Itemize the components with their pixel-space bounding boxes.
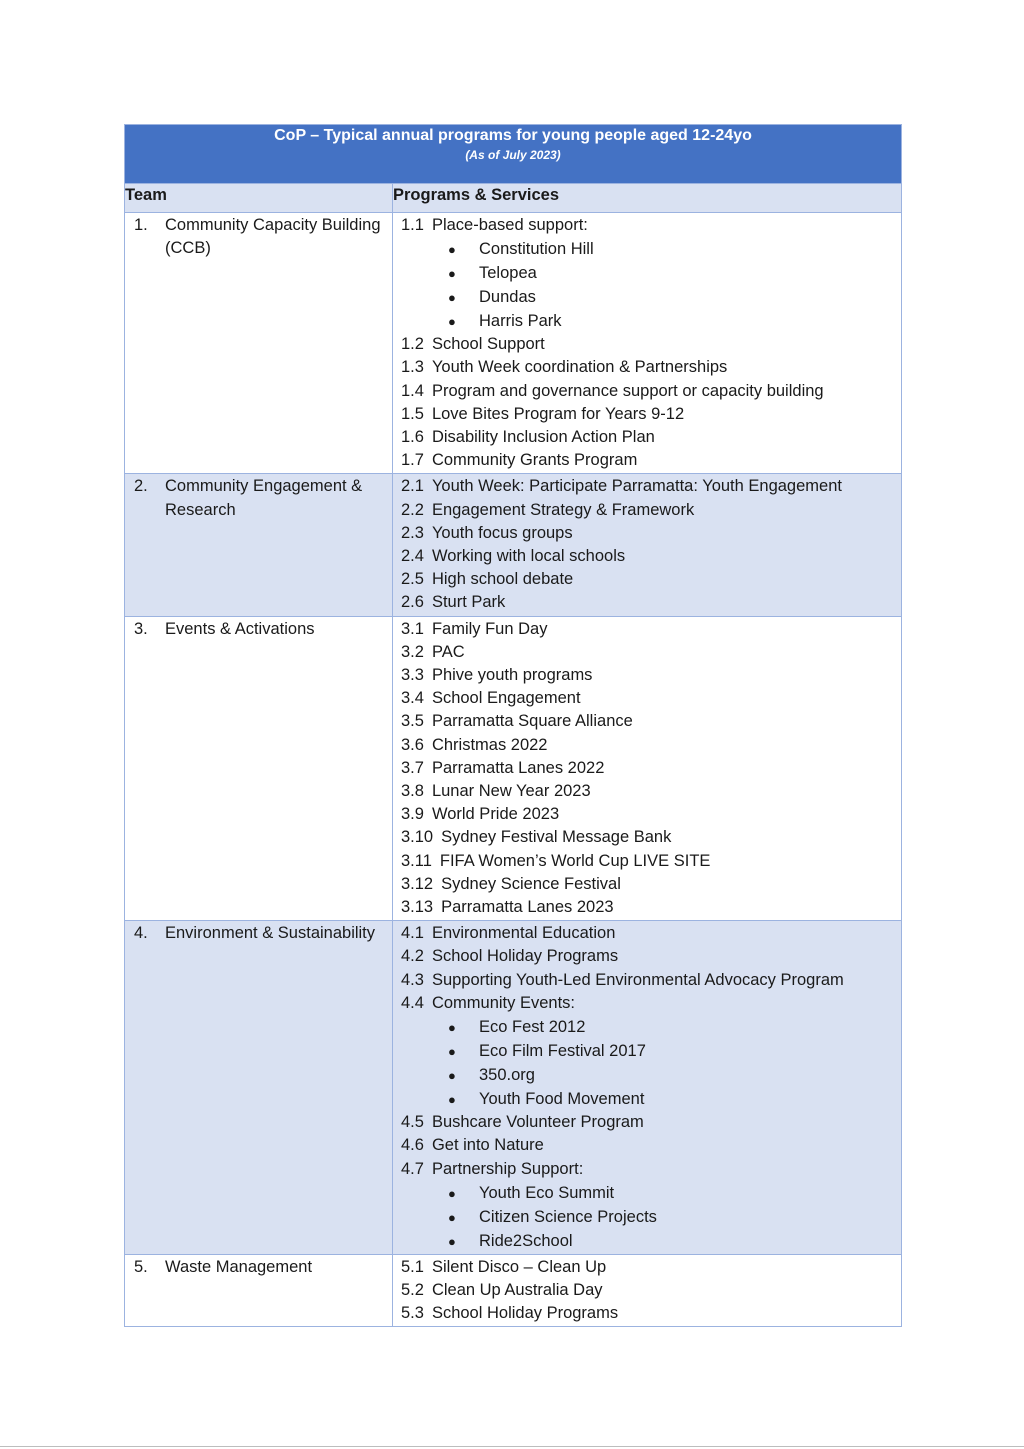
table-title-cell [125, 125, 902, 184]
bullet-icon: ● [448, 1020, 456, 1036]
program-label: Working with local schools [431, 547, 626, 566]
program-item [401, 664, 897, 687]
program-label: Program and governance support or capacity building [431, 381, 824, 400]
program-sub-label: Constitution Hill [479, 240, 594, 259]
team-number: 4. [134, 924, 148, 943]
bullet-icon: ● [448, 290, 456, 306]
program-label: Environmental Education [431, 924, 616, 943]
program-list [401, 1256, 897, 1326]
program-sub-item [401, 237, 897, 261]
program-number: 3.10 [401, 828, 434, 847]
page-bottom-border [0, 1446, 1024, 1447]
program-item [401, 380, 897, 403]
program-number: 1.4 [401, 381, 424, 400]
team-number: 3. [134, 619, 148, 638]
program-number: 3.13 [401, 898, 434, 917]
team-number: 5. [134, 1257, 148, 1276]
programs-cell [393, 616, 902, 921]
program-label: PAC [431, 642, 465, 661]
program-item [401, 873, 897, 896]
table-row [125, 1254, 902, 1327]
program-sub-item [401, 309, 897, 333]
program-number: 5.1 [401, 1257, 424, 1276]
program-item [401, 449, 897, 472]
program-item [401, 333, 897, 356]
team-name: Community Engagement & Research [165, 477, 363, 519]
program-item [401, 826, 897, 849]
program-sub-label: Citizen Science Projects [479, 1207, 657, 1226]
program-item [401, 992, 897, 1015]
program-label: School Support [431, 335, 545, 354]
programs-cell [393, 474, 902, 616]
program-number: 3.8 [401, 782, 424, 801]
program-item [401, 1111, 897, 1134]
program-item [401, 1134, 897, 1157]
program-label: Bushcare Volunteer Program [431, 1113, 644, 1132]
program-label: Sydney Festival Message Bank [441, 828, 672, 847]
program-item [401, 850, 897, 873]
program-item [401, 568, 897, 591]
program-number: 4.3 [401, 970, 424, 989]
program-sub-label: Ride2School [479, 1231, 573, 1250]
program-label: Community Events: [431, 993, 575, 1012]
program-number: 3.2 [401, 642, 424, 661]
bullet-icon: ● [448, 1044, 456, 1060]
program-item [401, 896, 897, 919]
team-name: Community Capacity Building (CCB) [165, 216, 381, 258]
program-item [401, 499, 897, 522]
program-number: 4.6 [401, 1136, 424, 1155]
bullet-icon: ● [448, 314, 456, 330]
program-label: Parramatta Lanes 2022 [431, 758, 605, 777]
program-item [401, 1279, 897, 1302]
program-sub-item [401, 1039, 897, 1063]
program-list [401, 214, 897, 472]
program-item [401, 522, 897, 545]
program-number: 1.5 [401, 404, 424, 423]
program-number: 3.1 [401, 619, 424, 638]
team-cell [125, 921, 393, 1254]
program-label: World Pride 2023 [431, 805, 560, 824]
program-item [401, 969, 897, 992]
bullet-icon: ● [448, 1092, 456, 1108]
table-row [125, 474, 902, 616]
team-cell [125, 474, 393, 616]
program-number: 3.11 [401, 851, 432, 870]
program-item [401, 214, 897, 237]
program-sub-item [401, 1015, 897, 1039]
program-item [401, 922, 897, 945]
program-label: School Holiday Programs [431, 947, 619, 966]
program-item [401, 687, 897, 710]
program-number: 1.6 [401, 428, 424, 447]
program-number: 2.2 [401, 500, 424, 519]
program-sub-label: Eco Fest 2012 [479, 1018, 586, 1037]
program-number: 5.2 [401, 1280, 424, 1299]
table-title-row [125, 125, 902, 184]
program-item [401, 710, 897, 733]
program-item [401, 1256, 897, 1279]
program-label: FIFA Women’s World Cup LIVE SITE [439, 851, 711, 870]
table-header-row [125, 184, 902, 213]
program-number: 3.4 [401, 689, 424, 708]
program-item [401, 545, 897, 568]
program-sub-label: 350.org [479, 1066, 535, 1085]
header-team: Team [125, 184, 393, 213]
program-sub-item [401, 1063, 897, 1087]
program-label: Parramatta Square Alliance [431, 712, 633, 731]
program-sub-item [401, 1229, 897, 1253]
table-row [125, 921, 902, 1254]
program-sub-item [401, 1181, 897, 1205]
program-number: 1.7 [401, 451, 424, 470]
team-name: Events & Activations [165, 619, 315, 638]
programs-cell [393, 213, 902, 474]
program-label: Sturt Park [431, 593, 506, 612]
program-label: Youth Week: Participate Parramatta: Youth Engagement [431, 477, 842, 496]
program-label: Lunar New Year 2023 [431, 782, 591, 801]
program-label: School Holiday Programs [431, 1304, 619, 1323]
program-label: Parramatta Lanes 2023 [441, 898, 614, 917]
team-name: Waste Management [165, 1257, 313, 1276]
bullet-icon: ● [448, 1068, 456, 1084]
program-label: Youth Week coordination & Partnerships [431, 358, 728, 377]
program-sub-item [401, 1205, 897, 1229]
program-sub-item [401, 285, 897, 309]
program-label: Get into Nature [431, 1136, 544, 1155]
program-number: 4.7 [401, 1159, 424, 1178]
program-sub-item [401, 1087, 897, 1111]
program-number: 2.1 [401, 477, 424, 496]
program-item [401, 426, 897, 449]
program-number: 2.3 [401, 523, 424, 542]
program-number: 2.4 [401, 547, 424, 566]
program-item [401, 618, 897, 641]
program-item [401, 641, 897, 664]
program-number: 5.3 [401, 1304, 424, 1323]
program-item [401, 1158, 897, 1181]
program-sub-label: Harris Park [479, 312, 562, 331]
header-programs: Programs & Services [393, 184, 902, 213]
table-subtitle: (As of July 2023) [465, 148, 561, 162]
program-label: Engagement Strategy & Framework [431, 500, 695, 519]
program-number: 3.9 [401, 805, 424, 824]
program-number: 4.5 [401, 1113, 424, 1132]
table-row [125, 616, 902, 921]
program-number: 2.5 [401, 570, 424, 589]
program-label: Love Bites Program for Years 9-12 [431, 404, 685, 423]
program-item [401, 356, 897, 379]
program-number: 3.3 [401, 666, 424, 685]
bullet-icon: ● [448, 1209, 456, 1225]
program-number: 1.2 [401, 335, 424, 354]
team-number: 1. [134, 216, 148, 234]
program-label: High school debate [431, 570, 574, 589]
program-sub-label: Youth Food Movement [479, 1090, 645, 1109]
program-sub-label: Dundas [479, 288, 536, 307]
program-number: 4.2 [401, 947, 424, 966]
program-label: Clean Up Australia Day [431, 1280, 603, 1299]
bullet-icon: ● [448, 1233, 456, 1249]
programs-table [124, 124, 902, 1327]
program-item [401, 945, 897, 968]
program-item [401, 1302, 897, 1325]
table-title: CoP – Typical annual programs for young people aged 12-24yo [274, 127, 752, 144]
programs-cell [393, 1254, 902, 1327]
program-item [401, 475, 897, 498]
program-list [401, 922, 897, 1252]
program-list [401, 475, 897, 614]
team-cell [125, 1254, 393, 1327]
program-sub-item [401, 261, 897, 285]
program-label: Family Fun Day [431, 619, 548, 638]
program-label: Youth focus groups [431, 523, 573, 542]
program-number: 2.6 [401, 593, 424, 612]
program-label: Sydney Science Festival [441, 874, 621, 893]
program-list [401, 618, 897, 920]
program-item [401, 734, 897, 757]
program-item [401, 403, 897, 426]
team-cell [125, 616, 393, 921]
program-label: Place-based support: [431, 216, 588, 234]
program-item [401, 591, 897, 614]
program-label: Supporting Youth-Led Environmental Advocacy Program [431, 970, 844, 989]
program-label: Phive youth programs [431, 666, 593, 685]
bullet-icon: ● [448, 266, 456, 282]
program-item [401, 757, 897, 780]
bullet-icon: ● [448, 242, 456, 258]
programs-cell [393, 921, 902, 1254]
program-number: 3.12 [401, 874, 434, 893]
bullet-icon: ● [448, 1185, 456, 1201]
program-label: Disability Inclusion Action Plan [431, 428, 655, 447]
program-number: 1.1 [401, 216, 424, 234]
program-number: 4.1 [401, 924, 424, 943]
team-name: Environment & Sustainability [165, 924, 376, 943]
program-sub-label: Telopea [479, 264, 537, 283]
program-label: School Engagement [431, 689, 581, 708]
program-number: 4.4 [401, 993, 424, 1012]
program-label: Community Grants Program [431, 451, 638, 470]
program-sub-label: Youth Eco Summit [479, 1183, 615, 1202]
program-label: Partnership Support: [431, 1159, 584, 1178]
team-cell [125, 213, 393, 474]
program-number: 3.7 [401, 758, 424, 777]
program-label: Christmas 2022 [431, 735, 548, 754]
program-item [401, 803, 897, 826]
program-item [401, 780, 897, 803]
program-number: 3.6 [401, 735, 424, 754]
program-sub-label: Eco Film Festival 2017 [479, 1042, 646, 1061]
table-row [125, 213, 902, 474]
team-number: 2. [134, 477, 148, 496]
program-number: 1.3 [401, 358, 424, 377]
program-number: 3.5 [401, 712, 424, 731]
table-body [125, 125, 902, 1327]
program-label: Silent Disco – Clean Up [431, 1257, 607, 1276]
